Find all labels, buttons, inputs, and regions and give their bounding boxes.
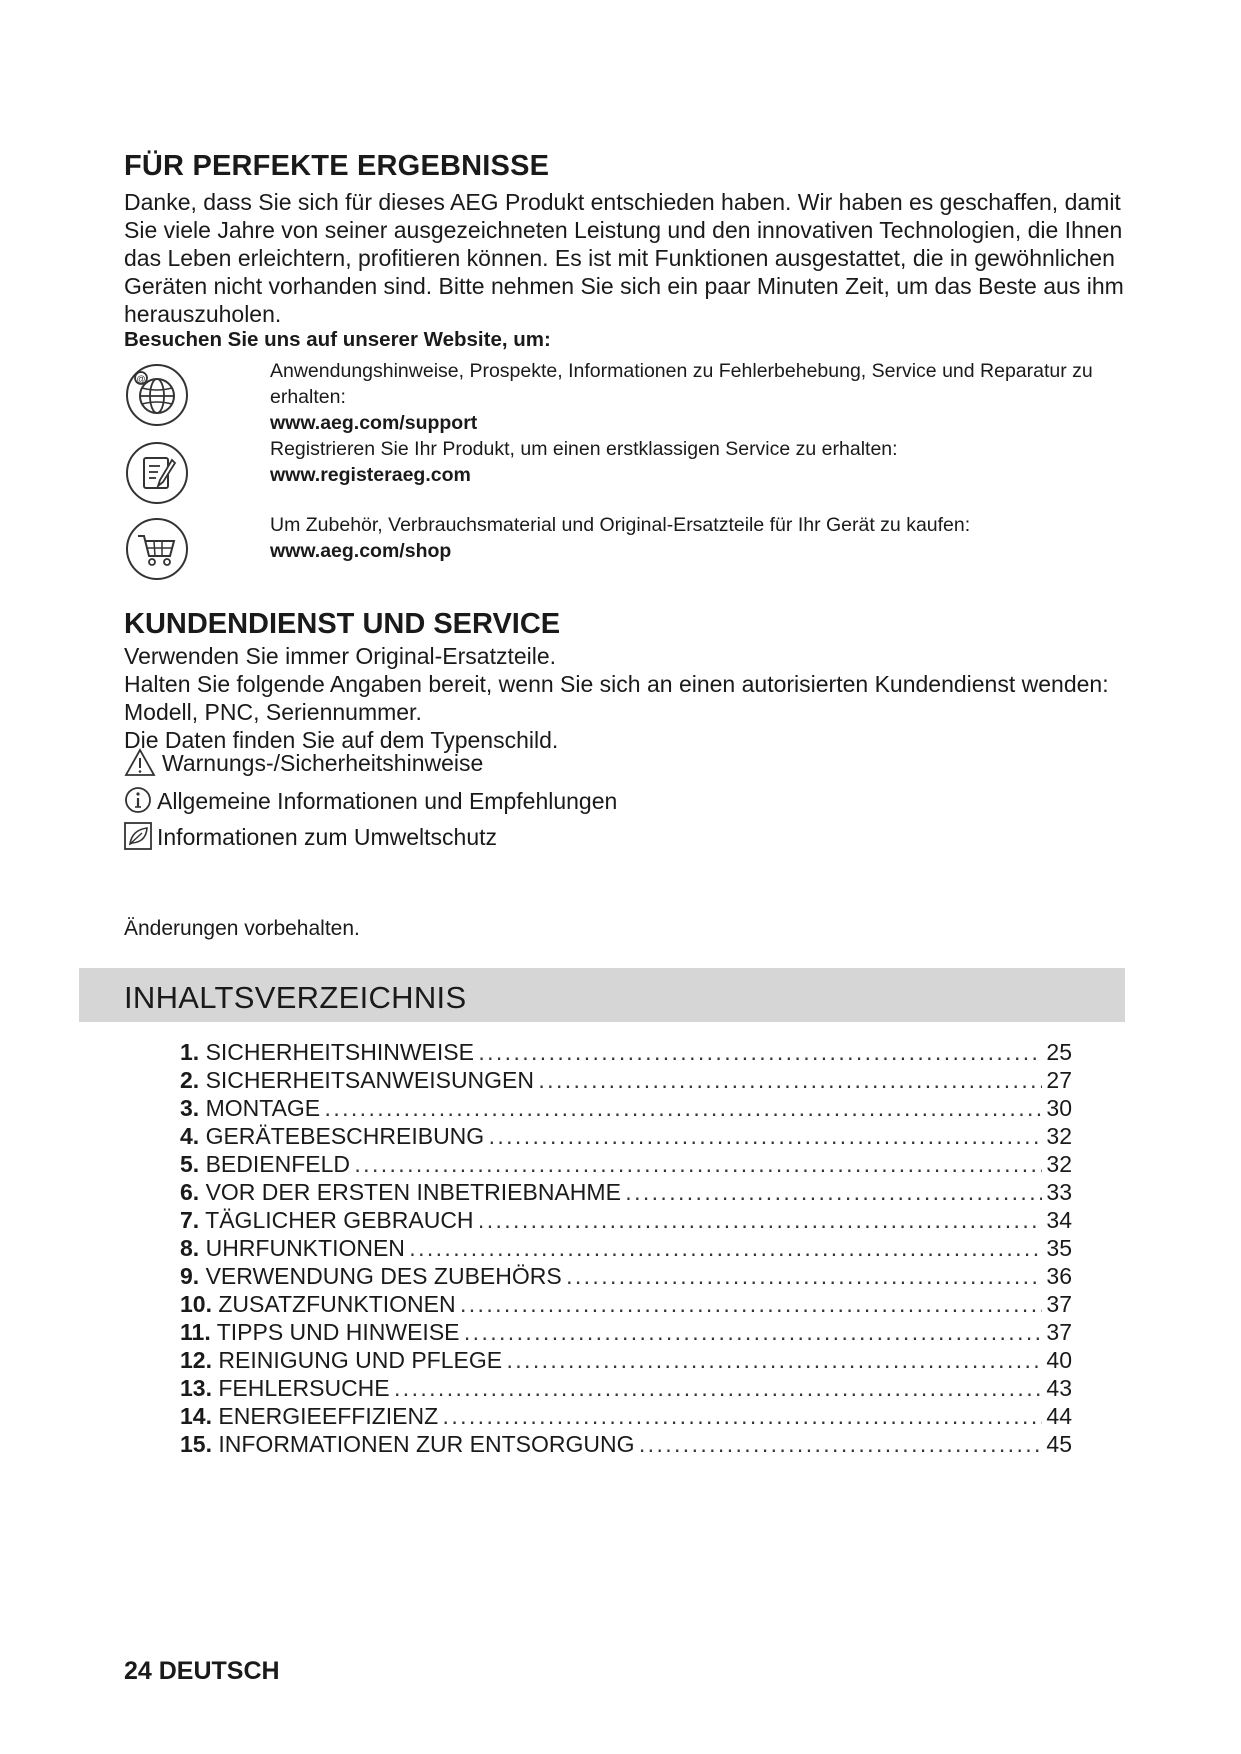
legend-label: Informationen zum Umweltschutz <box>157 824 498 850</box>
toc-entry-page: 27 <box>1042 1066 1072 1094</box>
toc-entry-label: SICHERHEITSANWEISUNGEN . . . <box>206 1067 1072 1093</box>
toc-entry[interactable] <box>180 1262 1072 1290</box>
toc-entry-number: 4. <box>180 1123 200 1149</box>
service-line: Die Daten finden Sie auf dem Typenschild. <box>124 727 559 753</box>
toc-entry[interactable] <box>180 1374 1072 1402</box>
toc-entry-label: BEDIENFELD . . . <box>206 1151 1072 1177</box>
toc-entry-label: FEHLERSUCHE . . . <box>218 1375 1072 1401</box>
toc-entry[interactable] <box>180 1206 1072 1234</box>
toc-entry-page: 37 <box>1042 1290 1072 1318</box>
toc-entry[interactable] <box>180 1094 1072 1122</box>
toc-entry[interactable] <box>180 1066 1072 1094</box>
toc-entry-page: 32 <box>1042 1122 1072 1150</box>
toc-entry-label: UHRFUNKTIONEN . . . <box>206 1235 1072 1261</box>
toc-entry-page: 34 <box>1042 1206 1072 1234</box>
service-title: KUNDENDIENST UND SERVICE <box>124 608 561 640</box>
website-item-text: Um Zubehör, Verbrauchsmaterial und Original-Ersatzteile für Ihr Gerät zu kaufen: <box>270 514 971 536</box>
toc-entry-page: 40 <box>1042 1346 1072 1374</box>
toc-entry-number: 10. <box>180 1291 212 1317</box>
toc-entry-label: TIPPS UND HINWEISE . . . <box>217 1319 1072 1345</box>
globe-icon <box>124 362 190 428</box>
toc-entry-number: 6. <box>180 1179 200 1205</box>
toc-entry[interactable] <box>180 1402 1072 1430</box>
toc-entry-page: 25 <box>1042 1038 1072 1066</box>
toc-entry-label: INFORMATIONEN ZUR ENTSORGUNG . . . <box>218 1431 1072 1457</box>
toc-entry-number: 11. <box>180 1319 211 1345</box>
toc-list <box>180 1038 1072 1458</box>
toc-entry-page: 35 <box>1042 1234 1072 1262</box>
toc-entry-number: 3. <box>180 1095 200 1121</box>
toc-entry-page: 44 <box>1042 1402 1072 1430</box>
toc-entry-number: 2. <box>180 1067 200 1093</box>
toc-entry-number: 7. <box>180 1207 200 1233</box>
toc-entry[interactable] <box>180 1430 1072 1458</box>
toc-entry[interactable] <box>180 1290 1072 1318</box>
toc-entry-label: GERÄTEBESCHREIBUNG . . . <box>206 1123 1072 1149</box>
toc-entry-label: ZUSATZFUNKTIONEN . . . <box>218 1291 1072 1317</box>
website-item-text: Anwendungshinweise, Prospekte, Informationen zu Fehlerbehebung, Service und Reparatur zu erhalten: <box>270 360 1093 408</box>
toc-entry[interactable] <box>180 1346 1072 1374</box>
service-text <box>124 642 1124 754</box>
toc-entry-label: MONTAGE . . . <box>206 1095 1072 1121</box>
svg-text:@: @ <box>136 374 146 384</box>
shopping-cart-icon <box>124 516 190 582</box>
service-line: Verwenden Sie immer Original-Ersatzteile. <box>124 643 557 669</box>
toc-entry[interactable] <box>180 1178 1072 1206</box>
toc-entry-label: SICHERHEITSHINWEISE . . . <box>206 1039 1072 1065</box>
page-footer: 24 DEUTSCH <box>124 1657 280 1685</box>
visit-heading: Besuchen Sie uns auf unserer Website, um: <box>124 328 551 351</box>
register-link[interactable]: www.registeraeg.com <box>270 464 471 486</box>
toc-entry[interactable] <box>180 1318 1072 1346</box>
toc-entry-number: 9. <box>180 1263 200 1289</box>
toc-entry-label: VOR DER ERSTEN INBETRIEBNAHME . . . <box>206 1179 1072 1205</box>
toc-header-bar <box>79 968 1125 1022</box>
shop-link[interactable]: www.aeg.com/shop <box>270 540 452 562</box>
toc-entry-page: 36 <box>1042 1262 1072 1290</box>
toc-entry-page: 43 <box>1042 1374 1072 1402</box>
toc-entry-number: 5. <box>180 1151 200 1177</box>
website-item-text: Registrieren Sie Ihr Produkt, um einen erstklassigen Service zu erhalten: <box>270 438 898 460</box>
legend-label: Allgemeine Informationen und Empfehlungen <box>157 788 618 814</box>
toc-entry-label: VERWENDUNG DES ZUBEHÖRS . . . <box>206 1263 1072 1289</box>
toc-entry-page: 32 <box>1042 1150 1072 1178</box>
toc-entry-page: 30 <box>1042 1094 1072 1122</box>
toc-entry-label: TÄGLICHER GEBRAUCH . . . <box>205 1207 1072 1233</box>
toc-entry[interactable] <box>180 1038 1072 1066</box>
toc-entry-label: ENERGIEEFFIZIENZ . . . <box>218 1403 1072 1429</box>
toc-entry[interactable] <box>180 1234 1072 1262</box>
register-icon <box>124 440 190 506</box>
toc-entry-number: 15. <box>180 1431 212 1457</box>
toc-entry-number: 12. <box>180 1347 212 1373</box>
service-line: Halten Sie folgende Angaben bereit, wenn Sie sich an einen autorisierten Kundendienst wenden: Modell, PNC, Seriennummer. <box>124 671 1109 725</box>
toc-entry[interactable] <box>180 1122 1072 1150</box>
toc-entry-page: 33 <box>1042 1178 1072 1206</box>
changes-notice: Änderungen vorbehalten. <box>124 917 360 940</box>
environment-icon <box>124 822 154 852</box>
toc-entry[interactable] <box>180 1150 1072 1178</box>
toc-entry-page: 45 <box>1042 1430 1072 1458</box>
info-icon <box>124 786 154 816</box>
toc-entry-number: 14. <box>180 1403 212 1429</box>
toc-title: INHALTSVERZEICHNIS <box>124 980 467 1015</box>
warning-icon <box>124 748 154 778</box>
toc-entry-number: 1. <box>180 1039 200 1065</box>
toc-entry-number: 8. <box>180 1235 200 1261</box>
support-link[interactable]: www.aeg.com/support <box>270 412 478 434</box>
toc-entry-label: REINIGUNG UND PFLEGE . . . <box>218 1347 1072 1373</box>
legend-label: Warnungs-/Sicherheitshinweise <box>162 750 484 776</box>
toc-entry-page: 37 <box>1042 1318 1072 1346</box>
results-intro: Danke, dass Sie sich für dieses AEG Produkt entschieden haben. Wir haben es geschaffen, damit Sie viele Jahre von seiner ausgezeichneten Leistung und den innovativen Technologien, die Ihnen das Leben erleichtern, profitieren können. Es ist mit Funktionen ausgestattet, die in gewöhnlichen Geräten nicht vorhanden sind. Bitte nehmen Sie sich ein paar Minuten Zeit, um das Beste aus ihm herauszuholen. <box>124 189 1124 327</box>
toc-entry-number: 13. <box>180 1375 212 1401</box>
results-title: FÜR PERFEKTE ERGEBNISSE <box>124 150 550 182</box>
